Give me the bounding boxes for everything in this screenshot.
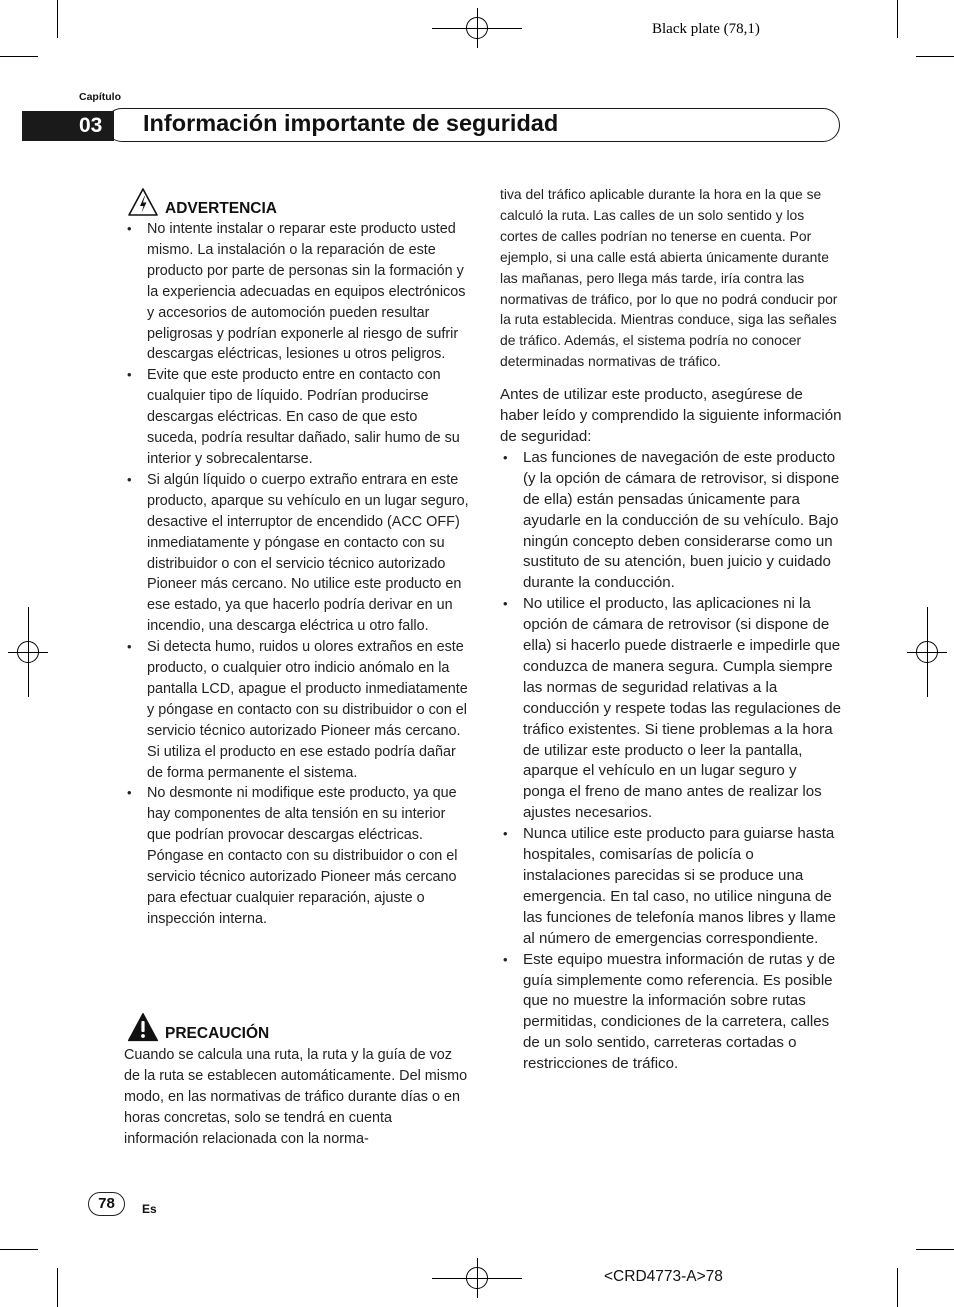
list-item: • Si algún líquido o cuerpo extraño entrara en este producto, aparque su vehículo en un lugar seguro, desactive el interruptor de encendido (ACC OFF) inmediatamente y póngase en contacto con su distribuidor o con el servicio técnico autorizado Pioneer más cercano. No utilice este producto en ese estado, ya que hacerlo podría derivar en un incendio, una descarga eléctrica u otro fallo. [124,470,469,637]
document-code: <CRD4773-A>78 [604,1268,723,1285]
black-plate-label: Black plate (78,1) [652,21,760,37]
intro-paragraph: Antes de utilizar este producto, asegúrese de haber leído y comprendido la siguiente información de seguridad: [500,386,842,445]
safety-list [500,448,842,1075]
caution-text: Cuando se calcula una ruta, la ruta y la guía de voz de la ruta se establecen automáticamente. Del mismo modo, en las normativas de tráfico durante días o en horas concretas, solo se tendrá en cuenta información relacionada con la norma- [124,1047,468,1147]
list-item: • Nunca utilice este producto para guiarse hasta hospitales, comisarías de policía o instalaciones parecidas si se produce una emergencia. En tal caso, no utilice ninguna de las funciones de telefonía manos libres y llame al número de emergencias correspondiente. [500,824,842,949]
caution-icon [127,1012,159,1042]
caution-block [124,1045,469,1150]
continuation-paragraph: tiva del tráfico aplicable durante la hora en la que se calculó la ruta. Las calles de un solo sentido y los cortes de calles podrían no tenerse en cuenta. Por ejemplo, si una calle está abierta únicamente durante las mañanas, pero llega más tarde, iría contra las normativas de tráfico, por lo que no podrá conducir por la ruta establecida. Mientras conduce, siga las señales de tráfico. Además, el sistema podría no conocer determinadas normativas de tráfico. [500,186,838,370]
caution-label: PRECAUCIÓN [165,1025,270,1042]
warning-heading [127,187,277,217]
right-column [500,184,842,1075]
caution-heading [127,1012,269,1042]
chapter-number-box [22,111,114,141]
list-item: • No intente instalar o reparar este producto usted mismo. La instalación o la reparación de este producto por parte de personas sin la formación y la experiencia adecuadas en equipos electrónicos y accesorios de automoción pueden resultar peligrosas y podrían exponerle al riesgo de sufrir descargas eléctricas, lesiones u otros peligros. [124,219,469,365]
list-item: • No utilice el producto, las aplicaciones ni la opción de cámara de retrovisor (si dispone de ella) si hacerlo puede distraerle e impedirle que conduzca de manera segura. Cumpla siempre las normas de seguridad relativas a la conducción y respete todas las regulaciones de tráfico existentes. Si tiene problemas a la hora de utilizar este producto o leer la pantalla, aparque el vehículo en un lugar seguro y ponga el freno de mano antes de realizar los ajustes necesarios. [500,594,842,824]
warning-list [124,219,469,930]
warning-label: ADVERTENCIA [165,200,277,217]
list-item: • Si detecta humo, ruidos u olores extraños en este producto, o cualquier otro indicio anómalo en la pantalla LCD, apague el producto inmediatamente y póngase en contacto con su distribuidor o con el servicio técnico autorizado Pioneer más cercano. Si utiliza el producto en ese estado podría dañar de forma permanente el sistema. [124,637,469,783]
list-item: • Las funciones de navegación de este producto (y la opción de cámara de retrovisor, si dispone de ella) están pensadas únicamente para ayudarle en la conducción de su vehículo. Bajo ningún concepto deben considerarse como un sustituto de su atención, buen juicio y cuidado durante la conducción. [500,448,842,594]
chapter-title: Información importante de seguridad [143,110,559,136]
list-item: • Este equipo muestra información de rutas y de guía simplemente como referencia. Es posible que no muestre la información sobre rutas permitidas, condiciones de la carretera, calles de un solo sentido, carreteras cortadas o restricciones de tráfico. [500,950,842,1075]
chapter-number: 03 [79,114,103,137]
list-item: • No desmonte ni modifique este producto, ya que hay componentes de alta tensión en su interior que podrían provocar descargas eléctricas. Póngase en contacto con su distribuidor o con el servicio técnico autorizado Pioneer más cercano para efectuar cualquier reparación, ajuste o inspección interna. [124,783,469,929]
chapter-label: Capítulo [79,91,121,103]
list-item: • Evite que este producto entre en contacto con cualquier tipo de líquido. Podrían producirse descargas eléctricas. En caso de que esto suceda, podría resultar dañado, salir humo de su interior y sobrecalentarse. [124,365,469,470]
warning-list-block [124,219,469,930]
language-code: Es [142,1202,157,1216]
electric-warning-icon [127,187,159,217]
page-number: 78 [88,1192,125,1216]
